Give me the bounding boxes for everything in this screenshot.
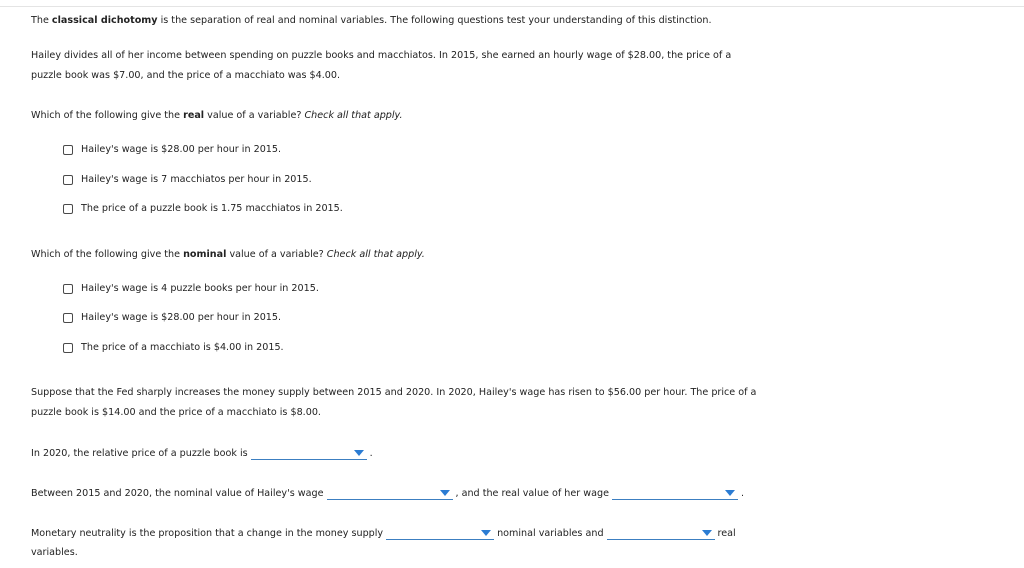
intro-bold-term: classical dichotomy [51, 15, 158, 26]
top-divider [0, 6, 1024, 7]
checkbox[interactable] [63, 175, 73, 185]
chevron-down-icon [702, 530, 712, 536]
nominal-option-2[interactable]: Hailey's wage is $28.00 per hour in 2015. [63, 311, 281, 324]
checkbox[interactable] [63, 313, 73, 323]
scenario-line-2: puzzle book was $7.00, and the price of a macchiato was $4.00. [31, 70, 341, 81]
fed-line-1: Suppose that the Fed sharply increases the money supply between 2015 and 2020. In 2020, Hailey's wage has risen to $56.00 per hour. The price of a [31, 387, 757, 398]
relative-price-question: In 2020, the relative price of a puzzle book is . [31, 448, 373, 459]
nominal-option-3[interactable]: The price of a macchiato is $4.00 in 2015. [63, 341, 284, 354]
question-nominal: Which of the following give the nominal value of a variable? Check all that apply. [31, 249, 425, 260]
real-option-1[interactable]: Hailey's wage is $28.00 per hour in 2015. [63, 143, 281, 156]
real-variable-effect-dropdown[interactable] [607, 527, 715, 540]
checkbox[interactable] [63, 284, 73, 294]
scenario-line-1: Hailey divides all of her income between spending on puzzle books and macchiatos. In 2015, she earned an hourly wage of $28.00, the price of a [31, 50, 732, 61]
real-option-2[interactable]: Hailey's wage is 7 macchiatos per hour in 2015. [63, 173, 312, 186]
nominal-wage-dropdown[interactable] [327, 487, 453, 500]
money-supply-effect-dropdown[interactable] [386, 527, 494, 540]
checkbox[interactable] [63, 343, 73, 353]
chevron-down-icon [725, 490, 735, 496]
checkbox[interactable] [63, 145, 73, 155]
relative-price-dropdown[interactable] [251, 447, 367, 460]
intro-text: The classical dichotomy is the separation of real and nominal variables. The following questions test your understanding of this distinction. [31, 15, 712, 26]
real-wage-dropdown[interactable] [612, 487, 738, 500]
nominal-option-1[interactable]: Hailey's wage is 4 puzzle books per hour in 2015. [63, 282, 319, 295]
real-option-3[interactable]: The price of a puzzle book is 1.75 macchiatos in 2015. [63, 202, 343, 215]
fed-line-2: puzzle book is $14.00 and the price of a macchiato is $8.00. [31, 407, 321, 418]
chevron-down-icon [354, 450, 364, 456]
neutrality-line-2: variables. [31, 547, 78, 558]
checkbox[interactable] [63, 204, 73, 214]
wage-change-question: Between 2015 and 2020, the nominal value of Hailey's wage , and the real value of her wage . [31, 488, 745, 499]
neutrality-question: Monetary neutrality is the proposition that a change in the money supply nominal variables and real [31, 528, 736, 539]
chevron-down-icon [440, 490, 450, 496]
question-real: Which of the following give the real value of a variable? Check all that apply. [31, 110, 403, 121]
chevron-down-icon [481, 530, 491, 536]
